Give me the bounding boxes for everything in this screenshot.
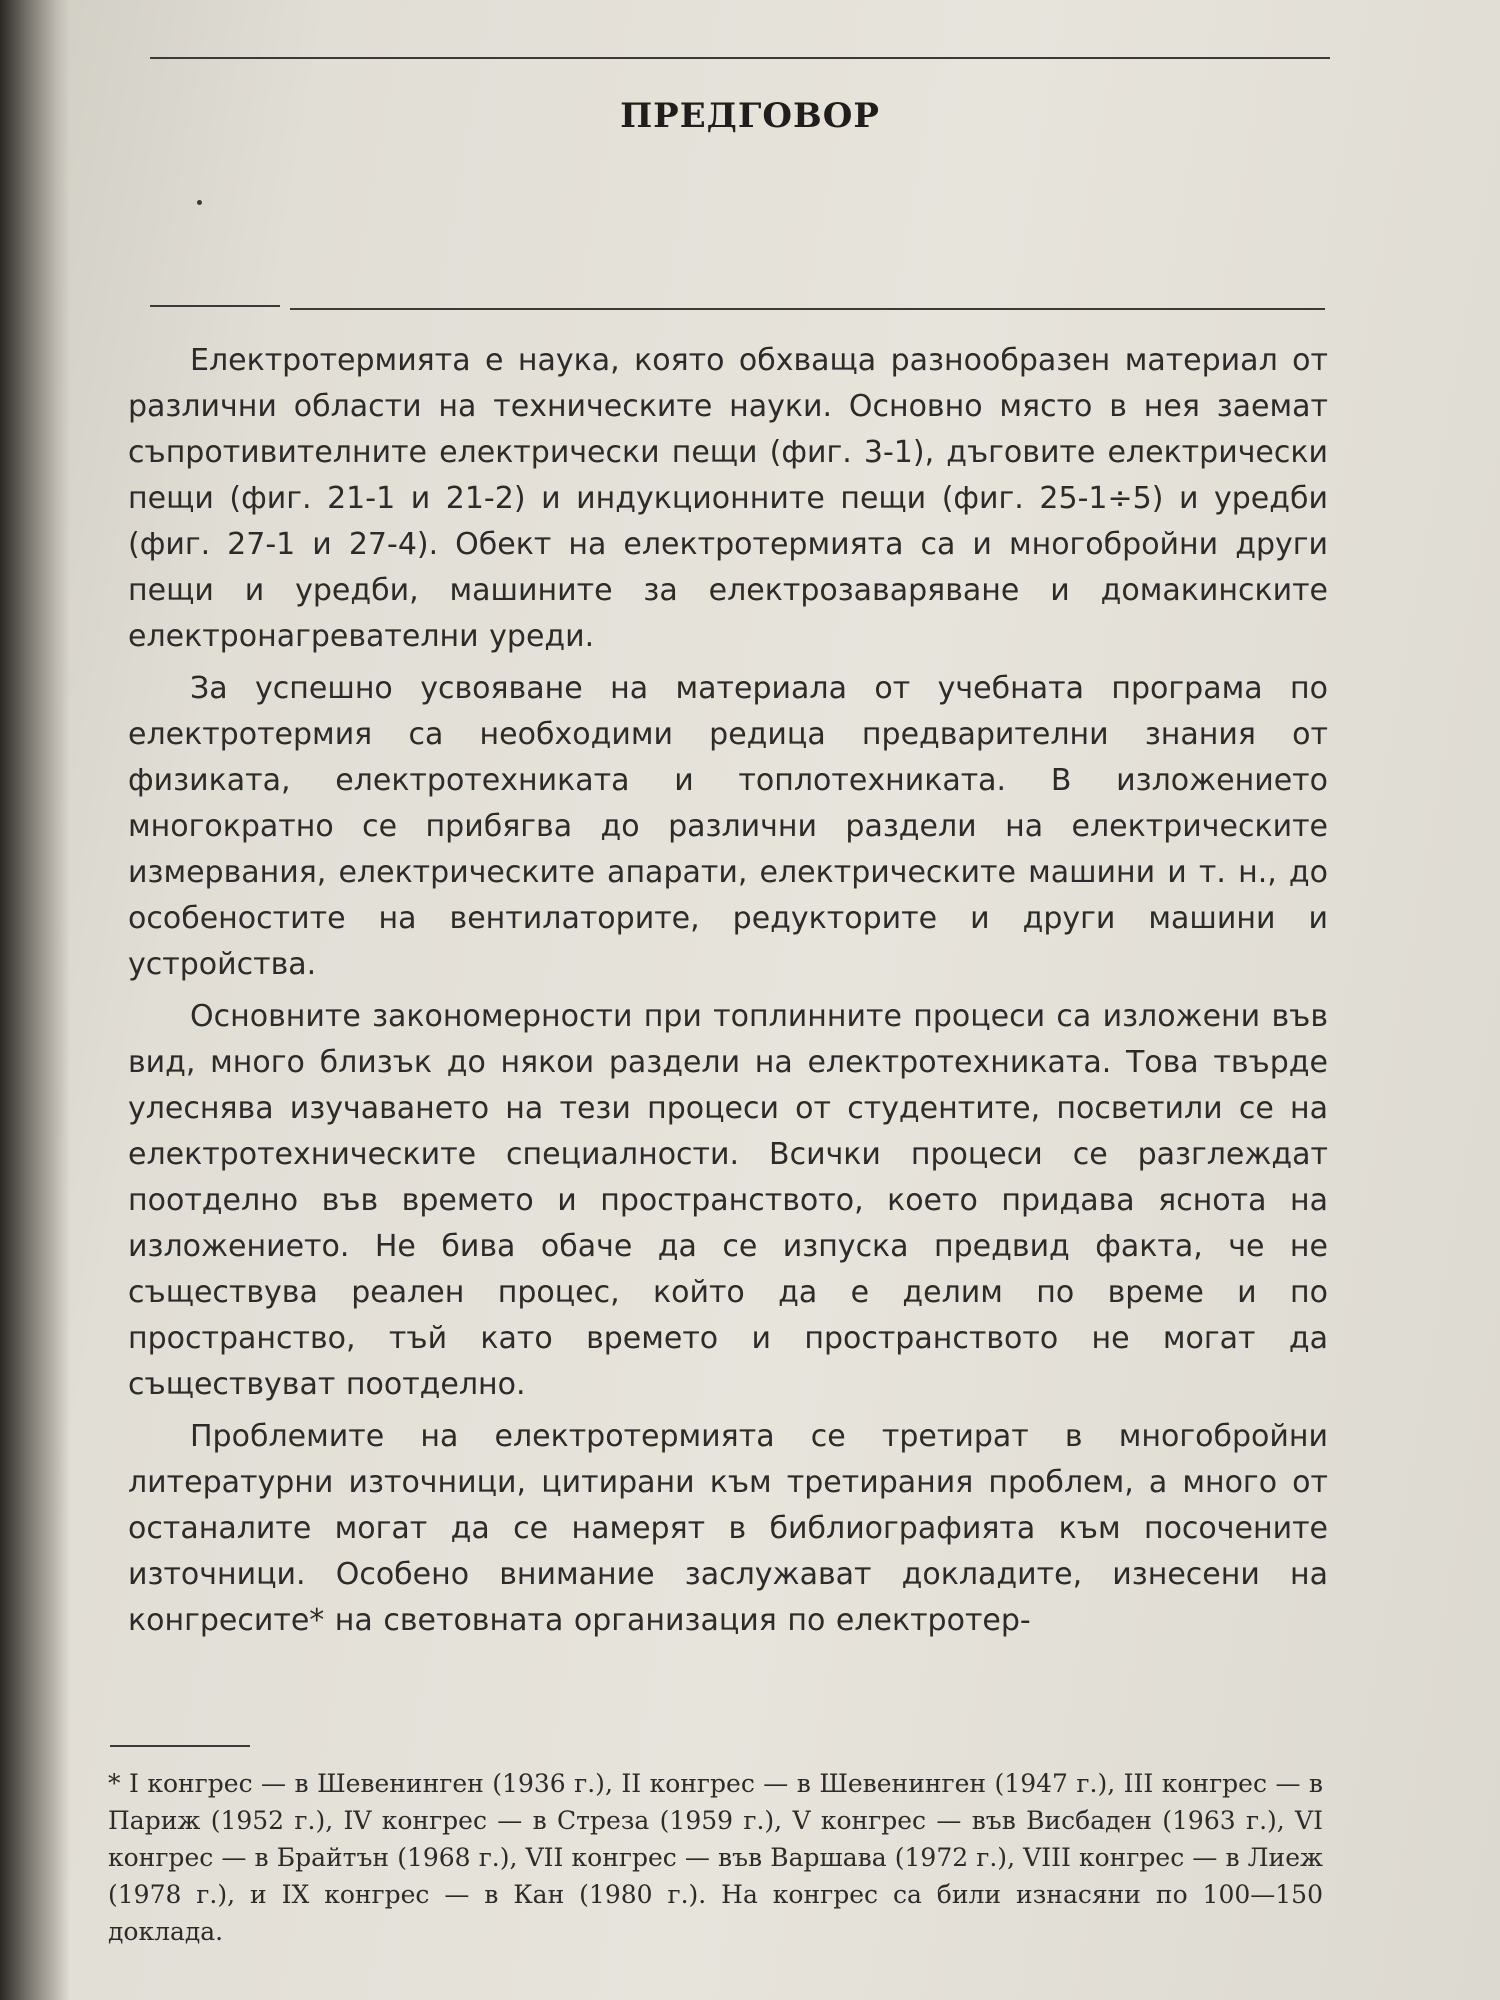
- ink-dot: [197, 200, 202, 205]
- footnote: * I конгрес — в Шевенинген (1936 г.), II конгрес — в Шевенинген (1947 г.), III конгрес — в Париж (1952 г.), IV конгрес — в Стреза (1959 г.), V конгрес — във Висбаден (1963 г.), VI конгрес — в Брайтън (1968 г.), VII конгрес — във Варшава (1972 г.), VIII конгрес — в Лиеж (1978 г.), и IX конгрес — в Кан (1980 г.). На конгрес са били изнасяни по 100—150 доклада.: [108, 1769, 1323, 1946]
- paragraph-1: Електротермията е наука, която обхваща разнообразен материал от различни области на техническите науки. Основно място в нея заемат съпротивителните електрически пещи (фиг. 3-1), дъговите електрически пещи (фиг. 21-1 и 21-2) и индукционните пещи (фиг. 25-1÷5) и уредби (фиг. 27-1 и 27-4). Обект на електротермията са и многобройни други пещи и уредби, машините за електрозаваряване и домакинските електронагревателни уреди.: [128, 343, 1328, 654]
- page-title: ПРЕДГОВОР: [620, 96, 880, 136]
- page-gutter: [0, 0, 70, 2000]
- paragraph-4: Проблемите на електротермията се третират в многобройни литературни източници, цитирани към третирания проблем, а много от останалите могат да се намерят в библиографията към посочените източници. Особено внимание заслужават докладите, изнесени на конгресите* на световната организация по електротер-: [128, 1419, 1328, 1638]
- body-text: [128, 338, 1328, 1650]
- top-rule: [150, 57, 1330, 59]
- section-rule-right: [290, 308, 1325, 310]
- paragraph-3: Основните закономерности при топлинните процеси са изложени във вид, много близък до някои раздели на електротехниката. Това твърде улеснява изучаването на тези процеси от студентите, посветили се на електротехническите специалности. Всички процеси се разглеждат поотделно във времето и пространството, което придава яснота на изложението. Не бива обаче да се изпуска предвид факта, че не съществува реален процес, който да е делим по време и по пространство, тъй като времето и пространството не могат да съществуват поотделно.: [128, 999, 1328, 1402]
- paragraph-2: За успешно усвояване на материала от учебната програма по електротермия са необходими редица предварителни знания от физиката, електротехниката и топлотехниката. В изложението многократно се прибягва до различни раздели на електрическите измервания, електрическите апарати, електрическите машини и т. н., до особеностите на вентилаторите, редукторите и други машини и устройства.: [128, 671, 1328, 982]
- footnote-rule: [110, 1745, 250, 1747]
- section-rule-left: [150, 305, 280, 307]
